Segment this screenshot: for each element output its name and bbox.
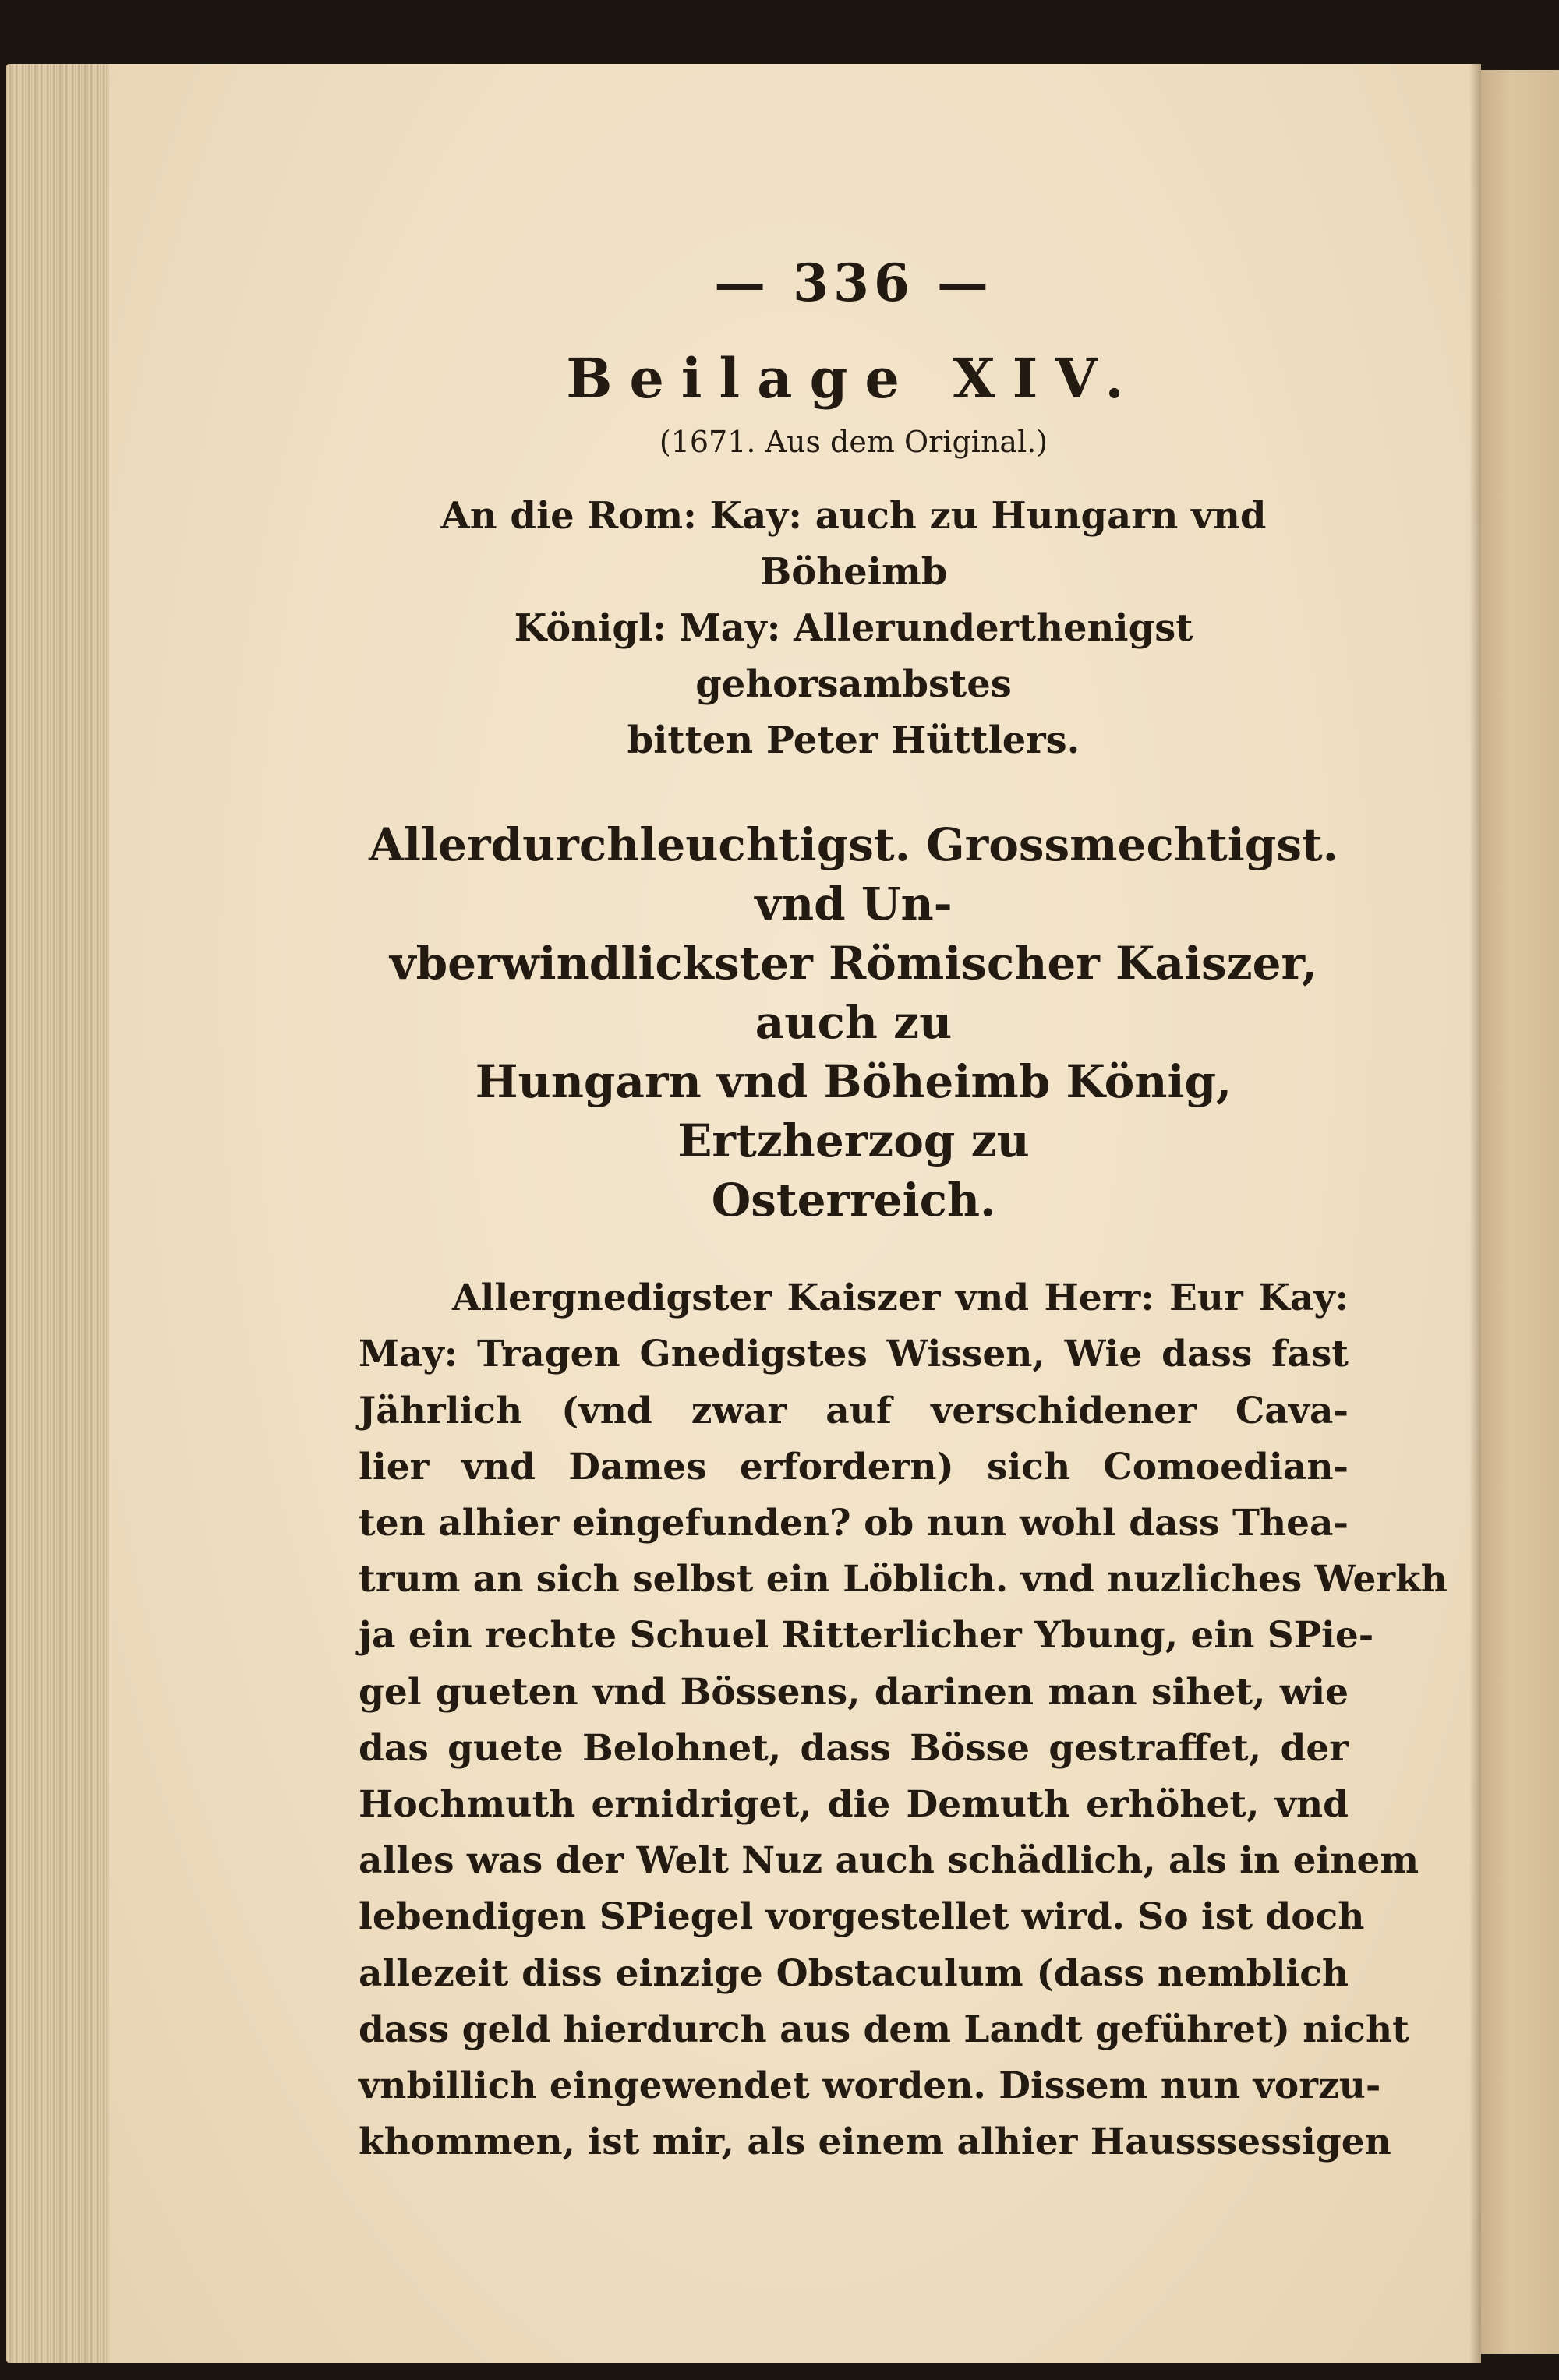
addressee-block (359, 488, 1349, 768)
body-line: trum an sich selbst ein Löblich. vnd nuzliches Werkh (359, 1558, 1448, 1601)
body-line: Allergnedigster Kaiszer vnd Herr: Eur Kay: (452, 1277, 1349, 1320)
body-line: ja ein rechte Schuel Ritterlicher Ybung, ein SPie- (359, 1614, 1374, 1658)
body-line: May: Tragen Gnedigstes Wissen, Wie dass fast (359, 1333, 1349, 1376)
page-number: — 336 — (714, 252, 993, 313)
body-line: ten alhier eingefunden? ob nun wohl dass Thea- (359, 1501, 1349, 1545)
page-content (359, 252, 1448, 2170)
body-line: allezeit diss einzige Obstaculum (dass nemblich (359, 1951, 1349, 1995)
salutation-line: Hungarn vnd Böheimb König, Ertzherzog zu (475, 1055, 1232, 1168)
salutation-line: vberwindlickster Römischer Kaiszer, auch zu (389, 937, 1318, 1050)
body-line: dass geld hierdurch aus dem Landt geführet) nicht (359, 2007, 1409, 2051)
page-edges (6, 64, 115, 2363)
body-line: alles was der Welt Nuz auch schädlich, als in einem (359, 1839, 1419, 1883)
body-line: vnbillich eingewendet worden. Dissem nun vorzu- (359, 2064, 1381, 2107)
body-line: lier vnd Dames erfordern) sich Comoedian- (359, 1445, 1349, 1488)
addressee-line: An die Rom: Kay: auch zu Hungarn vnd Böheimb (440, 494, 1267, 595)
body-line: lebendigen SPiegel vorgestellet wird. So ist doch (359, 1895, 1365, 1939)
letter-body (359, 1270, 1448, 2170)
appendix-heading: Beilage XIV. (566, 346, 1141, 411)
salutation-line: Osterreich. (711, 1174, 996, 1227)
date-note: (1671. Aus dem Original.) (659, 424, 1048, 459)
salutation-block (359, 815, 1349, 1230)
body-line: Hochmuth ernidriget, die Demuth erhöhet, vnd (359, 1782, 1349, 1826)
body-line: gel gueten vnd Bössens, darinen man sihet, wie (359, 1670, 1349, 1714)
body-line: Jährlich (vnd zwar auf verschidener Cava- (359, 1389, 1349, 1432)
addressee-line: Königl: May: Allerunderthenigst gehorsambstes (514, 606, 1193, 707)
salutation-line: Allerdurchleuchtigst. Grossmechtigst. vnd Un- (369, 818, 1338, 931)
addressee-line: bitten Peter Hüttlers. (627, 719, 1080, 763)
body-line: das guete Belohnet, dass Bösse gestraffet, der (359, 1726, 1349, 1770)
body-line: khommen, ist mir, als einem alhier Hausssessigen (359, 2120, 1391, 2164)
adjacent-page-edge (1481, 70, 1559, 2354)
